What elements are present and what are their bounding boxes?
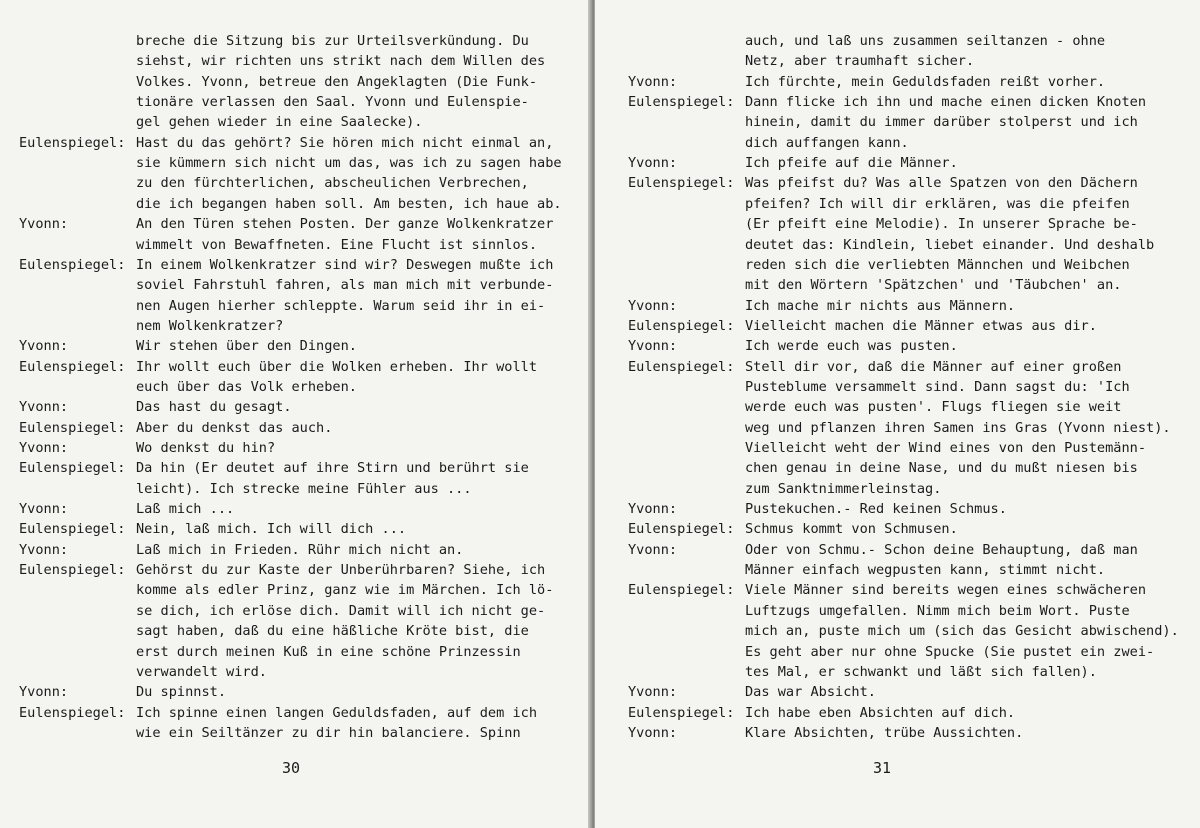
dialogue-text: Ich mache mir nichts aus Männern. bbox=[745, 297, 1016, 314]
speaker-name: Yvonn: bbox=[19, 399, 69, 416]
dialogue-text: verwandelt wird. bbox=[136, 663, 267, 680]
speaker-name: Eulenspiegel: bbox=[628, 704, 735, 721]
dialogue-text: pfeifen? Ich will dir erklären, was die pfeifen bbox=[745, 195, 1130, 212]
dialogue-text: leicht). Ich strecke meine Fühler aus ... bbox=[136, 480, 472, 497]
dialogue-text: Pustekuchen.- Red keinen Schmus. bbox=[745, 501, 1007, 518]
dialogue-text: Aber du denkst das auch. bbox=[136, 419, 333, 436]
dialogue-text: soviel Fahrstuhl fahren, als man mich mit verbunde- bbox=[136, 277, 554, 294]
speaker-name: Yvonn: bbox=[19, 338, 69, 355]
speaker-name: Yvonn: bbox=[628, 297, 678, 314]
speaker-name: Eulenspiegel: bbox=[19, 460, 126, 477]
dialogue-text: nem Wolkenkratzer? bbox=[136, 317, 284, 334]
dialogue-text: dich auffangen kann. bbox=[745, 134, 909, 151]
dialogue-text: tionäre verlassen den Saal. Yvonn und Eulenspie- bbox=[136, 94, 529, 111]
dialogue-text: Es geht aber nur ohne Spucke (Sie pustet ein zwei- bbox=[745, 643, 1155, 660]
page-number-left: 30 bbox=[282, 759, 301, 777]
dialogue-text: die ich begangen haben soll. Am besten, ich haue ab. bbox=[136, 195, 562, 212]
dialogue-text: nen Augen hierher schleppte. Warum seid ihr in ei- bbox=[136, 297, 546, 314]
speaker-name: Yvonn: bbox=[19, 541, 69, 558]
dialogue-text: Männer einfach wegpusten kann, stimmt nicht. bbox=[745, 562, 1106, 579]
speaker-name: Eulenspiegel: bbox=[19, 256, 126, 273]
speaker-name: Eulenspiegel: bbox=[19, 358, 126, 375]
dialogue-text: sie kümmern sich nicht um das, was ich zu sagen habe bbox=[136, 155, 562, 172]
speaker-name: Yvonn: bbox=[628, 501, 678, 518]
dialogue-text: Pusteblume versammelt sind. Dann sagst du: 'Ich bbox=[745, 378, 1130, 395]
dialogue-text: se dich, ich erlöse dich. Damit will ich nicht ge- bbox=[136, 602, 546, 619]
dialogue-text: sagt haben, daß du eine häßliche Kröte bist, die bbox=[136, 623, 529, 640]
dialogue-text: Luftzugs umgefallen. Nimm mich beim Wort. Puste bbox=[745, 602, 1130, 619]
speaker-name: Yvonn: bbox=[19, 501, 69, 518]
dialogue-text: Du spinnst. bbox=[136, 684, 227, 701]
dialogue-text: Oder von Schmu.- Schon deine Behauptung, daß man bbox=[745, 541, 1138, 558]
speaker-name: Yvonn: bbox=[628, 338, 678, 355]
dialogue-text: Da hin (Er deutet auf ihre Stirn und berührt sie bbox=[136, 460, 529, 477]
dialogue-text: Dann flicke ich ihn und mache einen dicken Knoten bbox=[745, 94, 1147, 111]
dialogue-text: euch über das Volk erheben. bbox=[136, 378, 357, 395]
speaker-name: Eulenspiegel: bbox=[19, 521, 126, 538]
dialogue-text: erst durch meinen Kuß in eine schöne Prinzessin bbox=[136, 643, 521, 660]
right-page bbox=[595, 0, 1200, 828]
speaker-name: Yvonn: bbox=[19, 216, 69, 233]
page-number-right: 31 bbox=[873, 759, 892, 777]
dialogue-text: Klare Absichten, trübe Aussichten. bbox=[745, 724, 1024, 741]
speaker-name: Eulenspiegel: bbox=[628, 94, 735, 111]
dialogue-text: Volkes. Yvonn, betreue den Angeklagten (Die Funk- bbox=[136, 73, 538, 90]
speaker-name: Yvonn: bbox=[628, 541, 678, 558]
dialogue-text: Ich pfeife auf die Männer. bbox=[745, 155, 958, 172]
dialogue-text: zum Sanktnimmerleinstag. bbox=[745, 480, 942, 497]
speaker-name: Eulenspiegel: bbox=[628, 317, 735, 334]
dialogue-text: wimmelt von Bewaffneten. Eine Flucht ist sinnlos. bbox=[136, 236, 538, 253]
dialogue-text: Hast du das gehört? Sie hören mich nicht einmal an, bbox=[136, 134, 554, 151]
dialogue-text: Gehörst du zur Kaste der Unberührbaren? Siehe, ich bbox=[136, 562, 546, 579]
dialogue-text: breche die Sitzung bis zur Urteilsverkündung. Du bbox=[136, 33, 529, 49]
dialogue-text: gel gehen wieder in eine Saalecke). bbox=[136, 114, 423, 131]
dialogue-text: zu den fürchterlichen, abscheulichen Verbrechen, bbox=[136, 175, 529, 192]
dialogue-text: reden sich die verliebten Männchen und Weibchen bbox=[745, 256, 1130, 273]
dialogue-text: Das war Absicht. bbox=[745, 684, 876, 701]
speaker-name: Yvonn: bbox=[628, 684, 678, 701]
dialogue-text: Das hast du gesagt. bbox=[136, 399, 292, 416]
dialogue-text: deutet das: Kindlein, liebet einander. Und deshalb bbox=[745, 236, 1155, 253]
dialogue-text: Laß mich ... bbox=[136, 501, 235, 518]
speaker-name: Eulenspiegel: bbox=[628, 582, 735, 599]
dialogue-text: An den Türen stehen Posten. Der ganze Wolkenkratzer bbox=[136, 216, 554, 233]
dialogue-text: chen genau in deine Nase, und du mußt niesen bis bbox=[745, 460, 1138, 477]
speaker-name: Yvonn: bbox=[19, 684, 69, 701]
dialogue-text: komme als edler Prinz, ganz wie im Märchen. Ich lö- bbox=[136, 582, 554, 599]
dialogue-text: Vielleicht machen die Männer etwas aus dir. bbox=[745, 317, 1097, 334]
dialogue-text: mich an, puste mich um (sich das Gesicht abwischend). bbox=[745, 623, 1179, 640]
speaker-name: Eulenspiegel: bbox=[19, 562, 126, 579]
dialogue-text: Ich habe eben Absichten auf dich. bbox=[745, 704, 1016, 721]
dialogue-text: tes Mal, er schwankt und läßt sich fallen). bbox=[745, 663, 1097, 680]
speaker-name: Yvonn: bbox=[19, 440, 69, 456]
dialogue-text: Schmus kommt von Schmusen. bbox=[745, 521, 958, 538]
dialogue-text: siehst, wir richten uns strikt nach dem Willen des bbox=[136, 53, 546, 70]
dialogue-text: werde euch was pusten'. Flugs fliegen sie weit bbox=[745, 399, 1122, 416]
dialogue-text: wie ein Seiltänzer zu dir hin balanciere. Spinn bbox=[136, 724, 521, 741]
speaker-name: Eulenspiegel: bbox=[628, 358, 735, 375]
speaker-name: Eulenspiegel: bbox=[628, 521, 735, 538]
dialogue-text: mit den Wörtern 'Spätzchen' und 'Täubchen' an. bbox=[745, 277, 1122, 294]
speaker-name: Eulenspiegel: bbox=[19, 134, 126, 151]
speaker-name: Eulenspiegel: bbox=[19, 704, 126, 721]
speaker-name: Eulenspiegel: bbox=[19, 419, 126, 436]
dialogue-text: Was pfeifst du? Was alle Spatzen von den Dächern bbox=[745, 175, 1138, 192]
dialogue-text: hinein, damit du immer darüber stolperst und ich bbox=[745, 114, 1138, 131]
dialogue-text: Laß mich in Frieden. Rühr mich nicht an. bbox=[136, 541, 464, 558]
dialogue-text: Ihr wollt euch über die Wolken erheben. Ihr wollt bbox=[136, 358, 538, 375]
dialogue-text: weg und pflanzen ihren Samen ins Gras (Yvonn niest). bbox=[745, 419, 1171, 436]
dialogue-text: Nein, laß mich. Ich will dich ... bbox=[136, 521, 407, 538]
dialogue-text: auch, und laß uns zusammen seiltanzen - ohne bbox=[745, 33, 1106, 49]
dialogue-text: Wir stehen über den Dingen. bbox=[136, 338, 357, 355]
dialogue-text: In einem Wolkenkratzer sind wir? Deswegen mußte ich bbox=[136, 256, 554, 273]
dialogue-text: Ich spinne einen langen Geduldsfaden, auf dem ich bbox=[136, 704, 538, 721]
dialogue-text: (Er pfeift eine Melodie). In unserer Sprache be- bbox=[745, 216, 1138, 233]
dialogue-text: Netz, aber traumhaft sicher. bbox=[745, 53, 975, 70]
dialogue-text: Stell dir vor, daß die Männer auf einer großen bbox=[745, 358, 1122, 375]
dialogue-text: Ich fürchte, mein Geduldsfaden reißt vorher. bbox=[745, 73, 1106, 90]
speaker-name: Yvonn: bbox=[628, 724, 678, 741]
dialogue-text: Vielleicht weht der Wind eines von den Pustemänn- bbox=[745, 440, 1147, 456]
dialogue-text: Wo denkst du hin? bbox=[136, 440, 276, 456]
dialogue-text: Viele Männer sind bereits wegen eines schwächeren bbox=[745, 582, 1147, 599]
left-page bbox=[0, 0, 591, 828]
speaker-name: Yvonn: bbox=[628, 73, 678, 90]
speaker-name: Yvonn: bbox=[628, 155, 678, 172]
speaker-name: Eulenspiegel: bbox=[628, 175, 735, 192]
dialogue-text: Ich werde euch was pusten. bbox=[745, 338, 958, 355]
